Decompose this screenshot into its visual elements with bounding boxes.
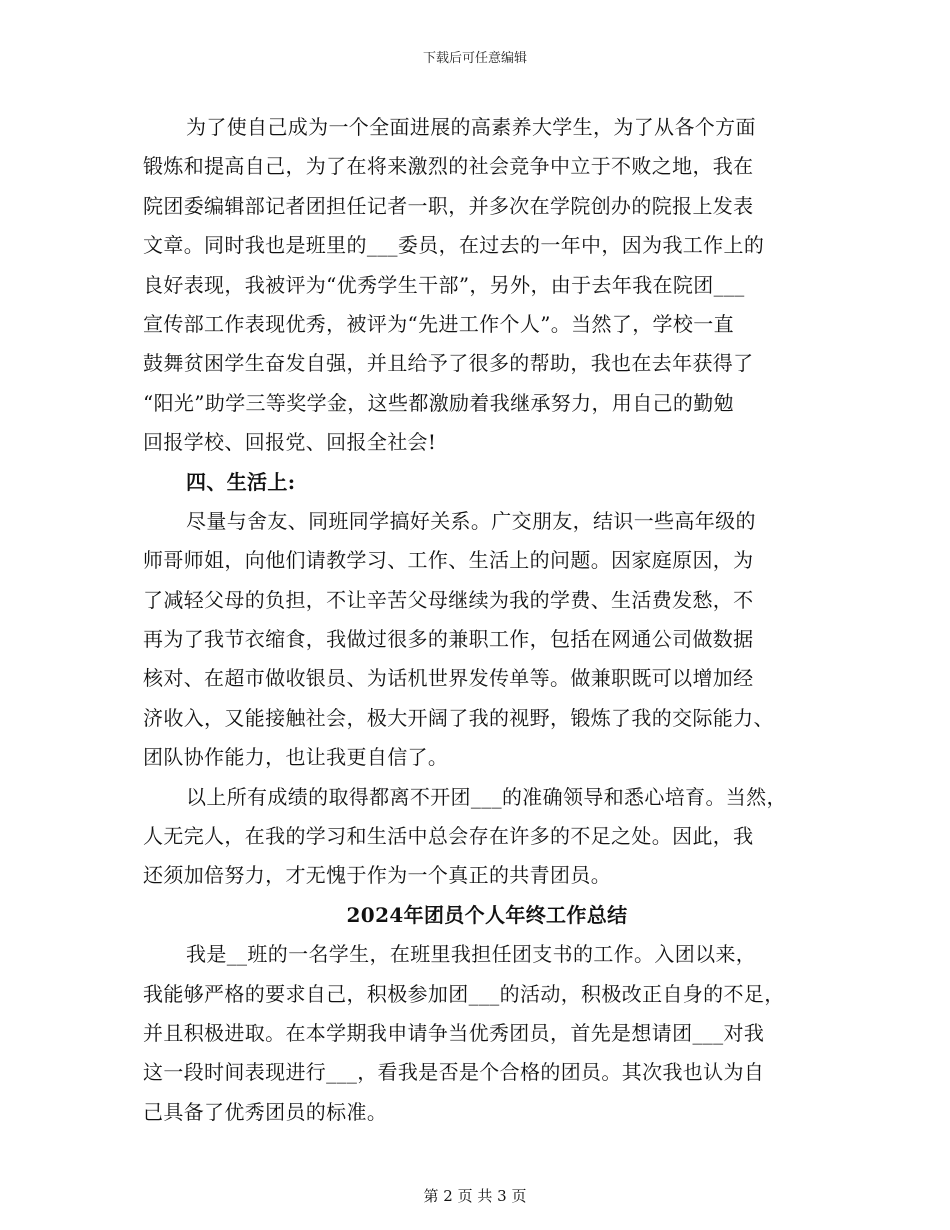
body-text-line: 我能够严格的要求自己，积极参加团___的活动，积极改正自身的不足， bbox=[143, 981, 785, 1006]
body-text-line: 文章。同时我也是班里的___委员，在过去的一年中，因为我工作上的 bbox=[143, 233, 765, 258]
body-text-line: 了减轻父母的负担，不让辛苦父母继续为我的学费、生活费发愁，不 bbox=[143, 587, 754, 612]
body-text-line: 我是__班的一名学生，在班里我担任团支书的工作。入团以来， bbox=[186, 942, 757, 967]
section-title: 2024年团员个人年终工作总结 bbox=[346, 902, 628, 927]
body-text-line: 鼓舞贫困学生奋发自强，并且给予了很多的帮助，我也在去年获得了 bbox=[143, 351, 754, 376]
body-text-line: 为了使自己成为一个全面进展的高素养大学生，为了从各个方面 bbox=[186, 115, 756, 139]
body-text-line: 以上所有成绩的取得都离不开团___的准确领导和悉心培育。当然， bbox=[186, 784, 787, 809]
body-text-line: 再为了我节衣缩食，我做过很多的兼职工作，包括在网通公司做数据 bbox=[143, 627, 754, 652]
body-text-line: 良好表现，我被评为“优秀学生干部”，另外，由于去年我在院团___ bbox=[143, 272, 745, 297]
body-text-line: 人无完人，在我的学习和生活中总会存在许多的不足之处。因此，我 bbox=[143, 824, 754, 849]
page-footer-pagination: 第 2 页 共 3 页 bbox=[423, 1187, 527, 1205]
body-text-line: 核对、在超市做收银员、为话机世界发传单等。做兼职既可以增加经 bbox=[143, 666, 754, 691]
body-text-line: 回报学校、回报党、回报全社会! bbox=[143, 430, 437, 455]
body-text-line: 团队协作能力，也让我更自信了。 bbox=[143, 745, 449, 770]
section-heading: 四、生活上: bbox=[186, 469, 296, 494]
body-text-line: 济收入，又能接触社会，极大开阔了我的视野，锻炼了我的交际能力、 bbox=[143, 705, 774, 730]
page-header-note: 下载后可任意编辑 bbox=[422, 51, 527, 66]
body-text-line: 宣传部工作表现优秀，被评为“先进工作个人”。当然了，学校一直 bbox=[143, 311, 734, 336]
body-text-line: 这一段时间表现进行___，看我是否是个合格的团员。其次我也认为自 bbox=[143, 1060, 765, 1085]
body-text-line: 锻炼和提高自己，为了在将来激烈的社会竞争中立于不败之地，我在 bbox=[143, 154, 754, 179]
body-text-line: 己具备了优秀团员的标准。 bbox=[143, 1099, 388, 1124]
body-text-line: 师哥师姐，向他们请教学习、工作、生活上的问题。因家庭原因，为 bbox=[143, 548, 754, 573]
body-text-line: 还须加倍努力，才无愧于作为一个真正的共青团员。 bbox=[143, 863, 612, 888]
body-text-line: 并且积极进取。在本学期我申请争当优秀团员，首先是想请团___对我 bbox=[143, 1020, 765, 1045]
document-body bbox=[143, 108, 823, 1132]
body-text-line: 尽量与舍友、同班同学搞好关系。广交朋友，结识一些高年级的 bbox=[186, 508, 756, 533]
body-text-line: 院团委编辑部记者团担任记者一职，并多次在学院创办的院报上发表 bbox=[143, 193, 754, 218]
body-text-line: “阳光”助学三等奖学金，这些都激励着我继承努力，用自己的勤勉 bbox=[143, 390, 734, 415]
